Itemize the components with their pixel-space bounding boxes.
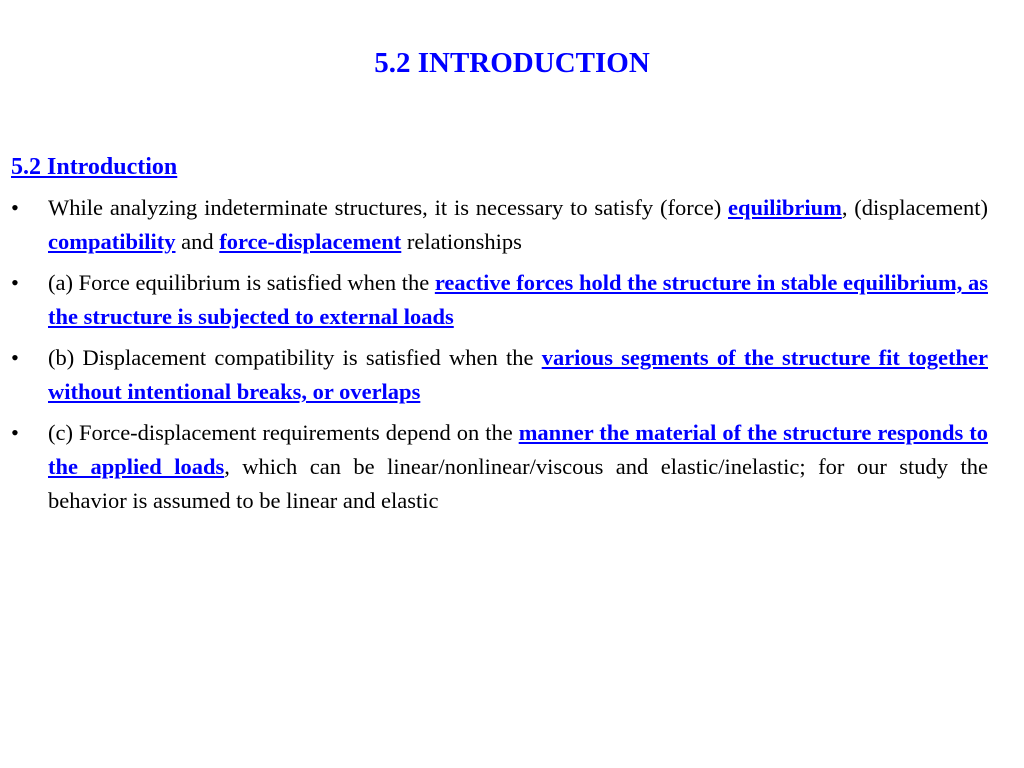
bullet-item-displacement-compatibility xyxy=(11,341,988,409)
bullet-text: While analyzing indeterminate structures, it is necessary to satisfy (force) xyxy=(48,195,729,221)
bullet-item-force-equilibrium xyxy=(11,266,988,334)
bullet-text: (b) Displacement compatibility is satisfied when the xyxy=(48,345,542,371)
highlight-segments-fit: various segments of the structure fit together without intentional breaks, or overlaps xyxy=(48,345,988,405)
bullet-list xyxy=(11,191,988,518)
bullet-text: (c) Force-displacement requirements depend on the xyxy=(48,420,519,446)
bullet-text: relationships xyxy=(401,229,522,255)
bullet-item-equilibrium-overview xyxy=(11,191,988,259)
highlight-reactive-forces: reactive forces hold the structure in stable equilibrium, as the structure is subjected to external loads xyxy=(48,270,988,330)
bullet-icon: • xyxy=(11,420,19,446)
bullet-icon: • xyxy=(11,195,19,221)
highlight-compatibility: compatibility xyxy=(48,229,176,255)
bullet-text: , (displacement) xyxy=(841,195,988,221)
bullet-item-force-displacement xyxy=(11,416,988,518)
slide-content xyxy=(11,152,988,525)
section-heading: 5.2 Introduction xyxy=(11,154,178,180)
bullet-text: and xyxy=(175,229,220,255)
bullet-icon: • xyxy=(11,345,19,371)
slide-title: 5.2 INTRODUCTION xyxy=(374,47,650,79)
bullet-icon: • xyxy=(11,270,19,296)
highlight-material-response: manner the material of the structure responds to the applied loads xyxy=(48,420,988,480)
bullet-text: , which can be linear/nonlinear/viscous and elastic/inelastic; for our study the behavior is assumed to be linear and elastic xyxy=(48,454,988,514)
highlight-equilibrium: equilibrium xyxy=(728,195,842,221)
bullet-text: (a) Force equilibrium is satisfied when the xyxy=(48,270,435,296)
highlight-force-displacement: force-displacement xyxy=(219,229,402,255)
